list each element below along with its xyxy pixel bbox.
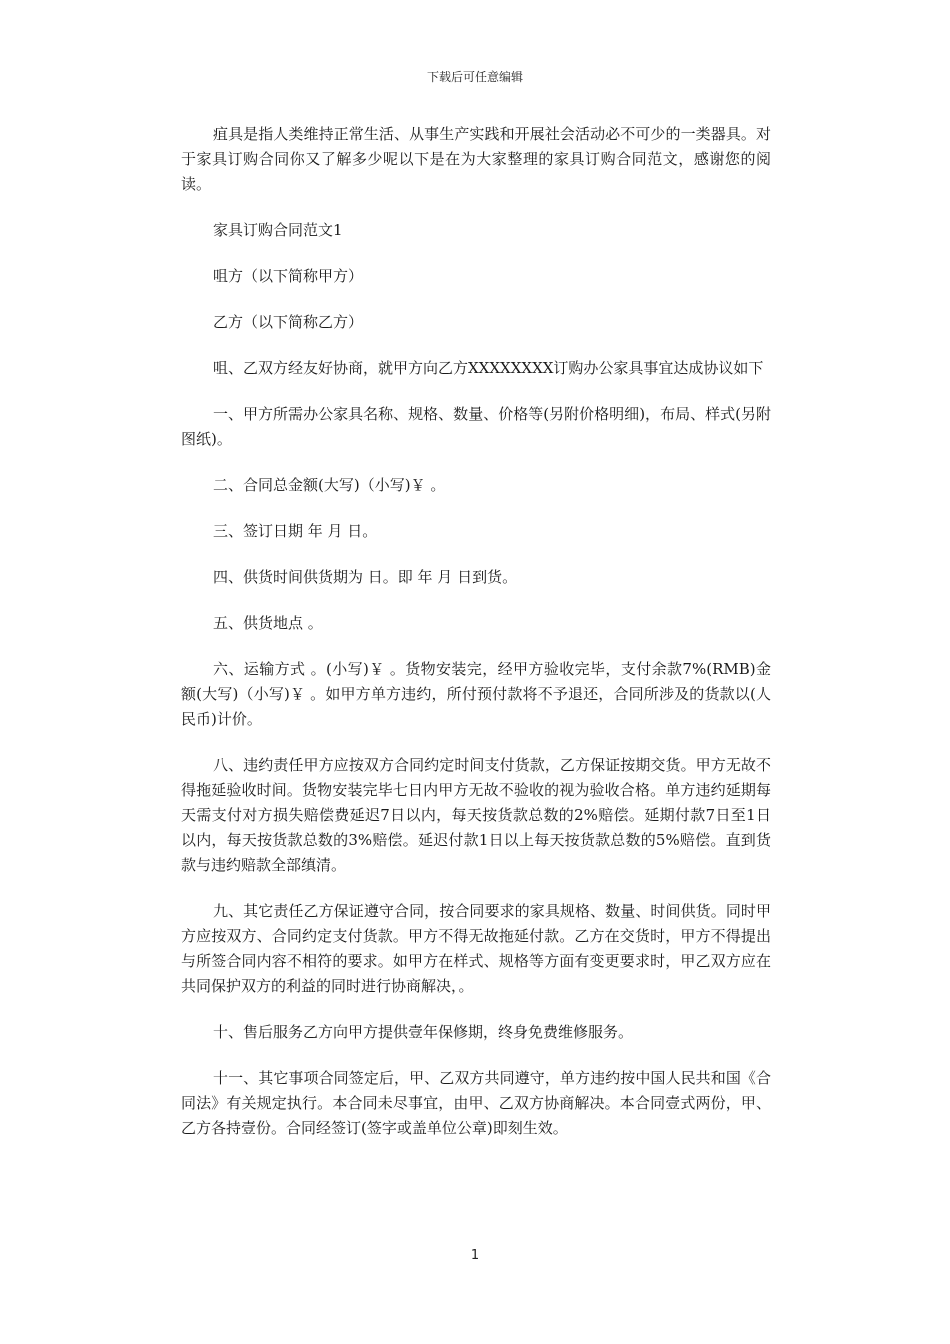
clause-6: 六、运输方式 。(小写)￥ 。货物安装完，经甲方验收完毕，支付余款7%(RMB)金额(大写)（小写)￥ 。如甲方单方违约，所付预付款将不予退还，合同所涉及的货款以(人民币)计价。 [181,660,771,728]
clause-8: 八、违约责任甲方应按双方合同约定时间支付货款，乙方保证按期交货。甲方无故不得拖延验收时间。货物安装完毕七日内甲方无故不验收的视为验收合格。单方违约延期每天需支付对方损失赔偿费延迟7日以内，每天按货款总数的2%赔偿。延期付款7日至1日以内，每天按货款总数的3%赔偿。延迟付款1日以上每天按货款总数的5%赔偿。直到货款与违约赔款全部缜清。 [181,756,771,874]
intro-paragraph: 疽具是指人类维持正常生活、从事生产实践和开展社会活动必不可少的一类器具。对于家具订购合同你又了解多少呢以下是在为大家整理的家具订购合同范文，感谢您的阅读。 [181,125,771,193]
clause-5: 五、供货地点 。 [213,614,323,632]
clause-3: 三、签订日期 年 月 日。 [213,522,378,540]
clause-4: 四、供货时间供货期为 日。即 年 月 日到货。 [213,568,518,586]
page-number: 1 [470,1248,480,1263]
agreement-preamble: 咀、乙双方经友好协商，就甲方向乙方XXXXXXXX订购办公家具事宜达成协议如下 [213,359,764,377]
clause-1: 一、甲方所需办公家具名称、规格、数量、价格等(另附价格明细)，布局、样式(另附图纸)。 [181,405,771,448]
clause-11: 十一、其它事项合同签定后，甲、乙双方共同遵守，单方违约按中国人民共和国《合同法》有关规定执行。本合同未尽事宜，由甲、乙双方协商解决。本合同壹式两份，甲、乙方各持壹份。合同经签订(签字或盖单位公章)即刻生效。 [181,1069,771,1137]
clause-9: 九、其它责任乙方保证遵守合同，按合同要求的家具规格、数量、时间供货。同时甲方应按双方、合同约定支付货款。甲方不得无故拖延付款。乙方在交货时，甲方不得提出与所签合同内容不相符的要求。如甲方在样式、规格等方面有变更要求时，甲乙双方应在共同保护双方的利益的同时进行协商解决，。 [181,902,771,995]
section-title: 家具订购合同范文1 [213,221,343,239]
page-header: 下载后可任意编辑 [426,70,523,84]
party-b-line: 乙方（以下简称乙方） [213,313,364,331]
clause-2: 二、合同总金额(大写)（小写)￥ 。 [213,476,446,494]
clause-10: 十、售后服务乙方向甲方提供壹年保修期，终身免费维修服务。 [213,1023,634,1041]
document-body [181,122,771,1162]
party-a-line: 咀方（以下简称甲方） [213,267,364,285]
